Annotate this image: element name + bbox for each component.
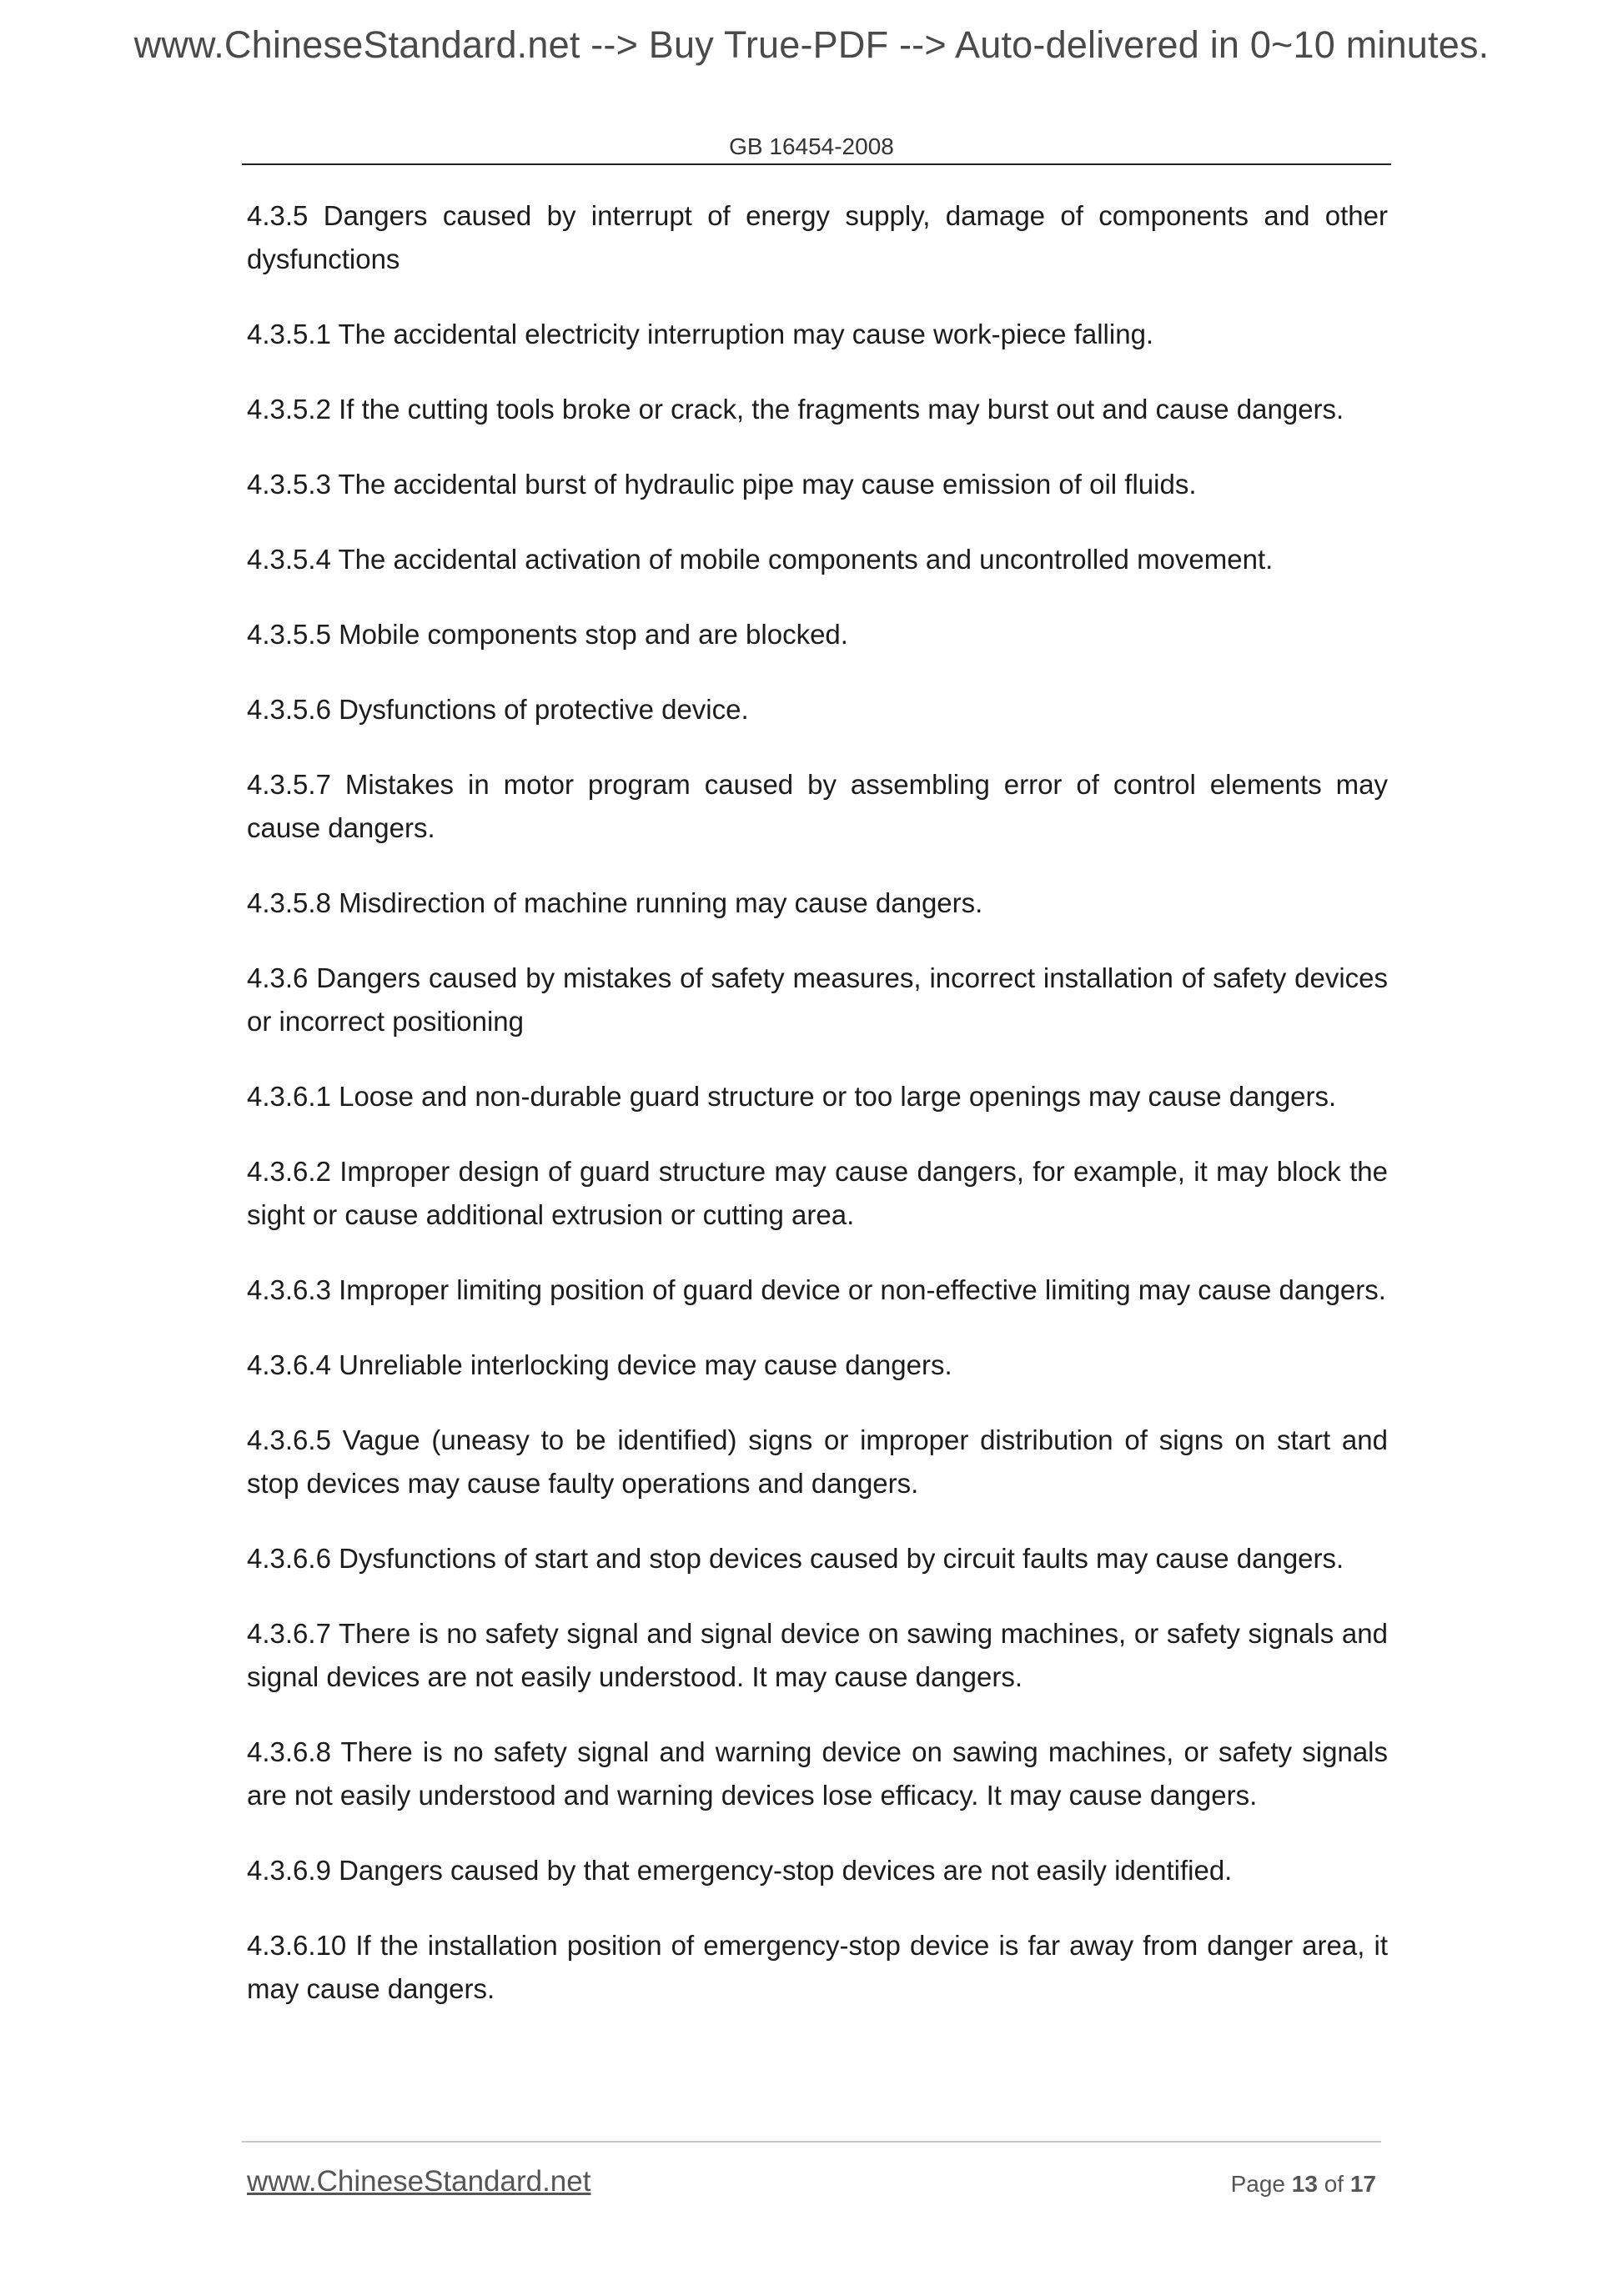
clause-4-3-5-6: 4.3.5.6 Dysfunctions of protective device.: [247, 694, 749, 725]
clause-4-3-6-10: 4.3.6.10 If the installation position of emergency-stop device is far away from danger area, it may cause dangers.: [247, 1930, 1388, 2004]
clause-4-3-5-8: 4.3.5.8 Misdirection of machine running may cause dangers.: [247, 887, 983, 918]
clause-4-3-5-5: 4.3.5.5 Mobile components stop and are blocked.: [247, 619, 848, 650]
current-page-number: 13: [1291, 2171, 1318, 2197]
page-indicator: [1231, 2171, 1376, 2198]
page-label: Page: [1230, 2171, 1285, 2197]
footer-site-link[interactable]: www.ChineseStandard.net: [247, 2165, 591, 2198]
clause-4-3-5-1: 4.3.5.1 The accidental electricity interruption may cause work-piece falling.: [247, 319, 1154, 349]
total-pages-number: 17: [1349, 2171, 1376, 2197]
document-body: [247, 194, 1388, 2042]
clause-4-3-6-4: 4.3.6.4 Unreliable interlocking device may cause dangers.: [247, 1349, 952, 1380]
standard-code: GB 16454-2008: [729, 133, 894, 159]
clause-4-3-6-9: 4.3.6.9 Dangers caused by that emergency-stop devices are not easily identified.: [247, 1855, 1233, 1886]
clause-4-3-5-3: 4.3.5.3 The accidental burst of hydraulic pipe may cause emission of oil fluids.: [247, 469, 1197, 500]
clause-4-3-5-2: 4.3.5.2 If the cutting tools broke or crack, the fragments may burst out and cause dangers.: [247, 394, 1344, 425]
clause-4-3-6-1: 4.3.6.1 Loose and non-durable guard structure or too large openings may cause dangers.: [247, 1081, 1337, 1112]
footer-divider: [242, 2141, 1381, 2143]
clause-4-3-6: 4.3.6 Dangers caused by mistakes of safety measures, incorrect installation of safety devices or incorrect positioning: [247, 962, 1388, 1037]
clause-4-3-6-2: 4.3.6.2 Improper design of guard structure may cause dangers, for example, it may block the sight or cause additional extrusion or cutting area.: [247, 1156, 1388, 1230]
clause-4-3-5-4: 4.3.5.4 The accidental activation of mobile components and uncontrolled movement.: [247, 544, 1274, 575]
clause-4-3-6-3: 4.3.6.3 Improper limiting position of guard device or non-effective limiting may cause dangers.: [247, 1274, 1386, 1305]
header-divider: [242, 163, 1391, 165]
site-banner: www.ChineseStandard.net --> Buy True-PDF --> Auto-delivered in 0~10 minutes.: [133, 23, 1490, 66]
clause-4-3-6-8: 4.3.6.8 There is no safety signal and warning device on sawing machines, or safety signals are not easily understood and warning devices lose efficacy. It may cause dangers.: [247, 1736, 1388, 1811]
of-label: of: [1324, 2171, 1344, 2197]
clause-4-3-5: 4.3.5 Dangers caused by interrupt of energy supply, damage of components and other dysfunctions: [247, 200, 1388, 274]
clause-4-3-6-7: 4.3.6.7 There is no safety signal and signal device on sawing machines, or safety signals and signal devices are not easily understood. It may cause dangers.: [247, 1618, 1388, 1692]
clause-4-3-5-7: 4.3.5.7 Mistakes in motor program caused by assembling error of control elements may cause dangers.: [247, 769, 1388, 843]
clause-4-3-6-5: 4.3.6.5 Vague (uneasy to be identified) signs or improper distribution of signs on start and stop devices may cause faulty operations and dangers.: [247, 1424, 1388, 1499]
clause-4-3-6-6: 4.3.6.6 Dysfunctions of start and stop devices caused by circuit faults may cause dangers.: [247, 1543, 1344, 1574]
